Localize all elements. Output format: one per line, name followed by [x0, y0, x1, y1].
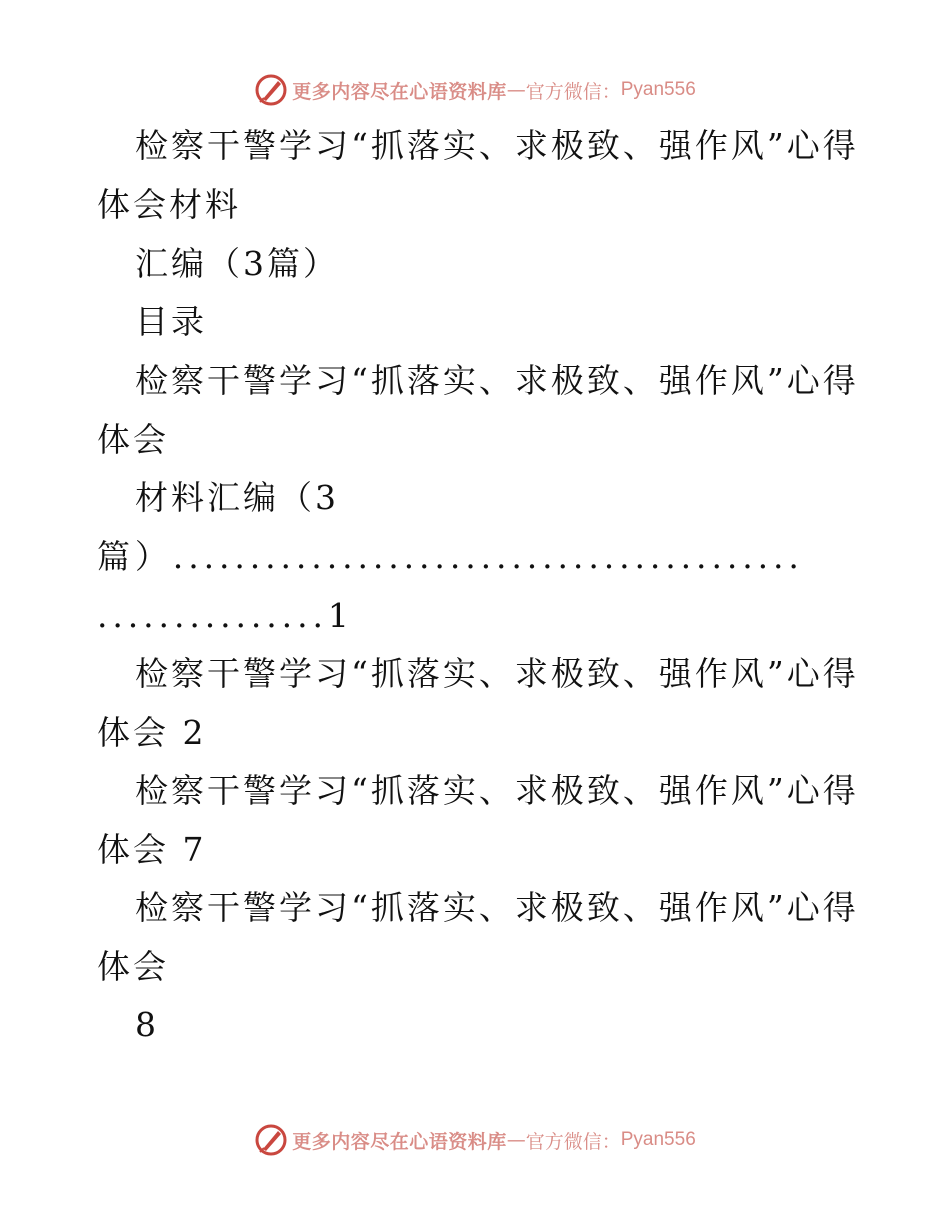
toc-entry-3-line-2[interactable]: 体会 7 — [97, 830, 207, 869]
quill-pen-logo-icon — [254, 73, 288, 107]
footer-banner — [0, 1120, 950, 1160]
document-title-line-1: 检察干警学习“抓落实、求极致、强作风”心得 — [135, 126, 859, 165]
banner-wechat-id: Pyan556 — [620, 79, 696, 100]
banner-wechat-label: 官方微信： — [525, 80, 621, 103]
toc-entry-2-line-2[interactable]: 体会 2 — [97, 713, 207, 752]
toc-entry-4-line-2[interactable]: 体会 — [97, 947, 169, 986]
document-title-line-2: 体会材料 — [97, 185, 241, 224]
banner-site-text: 更多内容尽在心语资料库 — [292, 80, 507, 103]
banner-separator: — — [506, 1129, 526, 1151]
banner-site-text: 更多内容尽在心语资料库 — [292, 1130, 507, 1153]
banner-wechat-id: Pyan556 — [620, 1129, 696, 1150]
toc-entry-1-line-5[interactable]: ...............1 — [97, 596, 354, 635]
toc-entry-1-line-1[interactable]: 检察干警学习“抓落实、求极致、强作风”心得 — [135, 361, 859, 400]
toc-entry-1-line-3[interactable]: 材料汇编（3 — [135, 478, 339, 517]
toc-entry-3-line-1[interactable]: 检察干警学习“抓落实、求极致、强作风”心得 — [135, 771, 859, 810]
quill-pen-logo-icon — [254, 1123, 288, 1157]
toc-entry-1-line-4[interactable]: 篇）......................................... — [97, 537, 804, 576]
toc-entry-2-line-1[interactable]: 检察干警学习“抓落实、求极致、强作风”心得 — [135, 654, 859, 693]
banner-separator: — — [506, 79, 526, 101]
toc-entry-1-line-2[interactable]: 体会 — [97, 420, 169, 459]
toc-heading: 目录 — [135, 302, 207, 341]
document-title-line-3: 汇编（3篇） — [135, 244, 339, 283]
toc-entry-4-line-3[interactable]: 8 — [135, 1005, 159, 1044]
toc-entry-4-line-1[interactable]: 检察干警学习“抓落实、求极致、强作风”心得 — [135, 888, 859, 927]
banner-wechat-label: 官方微信： — [525, 1130, 621, 1153]
header-banner — [0, 70, 950, 110]
